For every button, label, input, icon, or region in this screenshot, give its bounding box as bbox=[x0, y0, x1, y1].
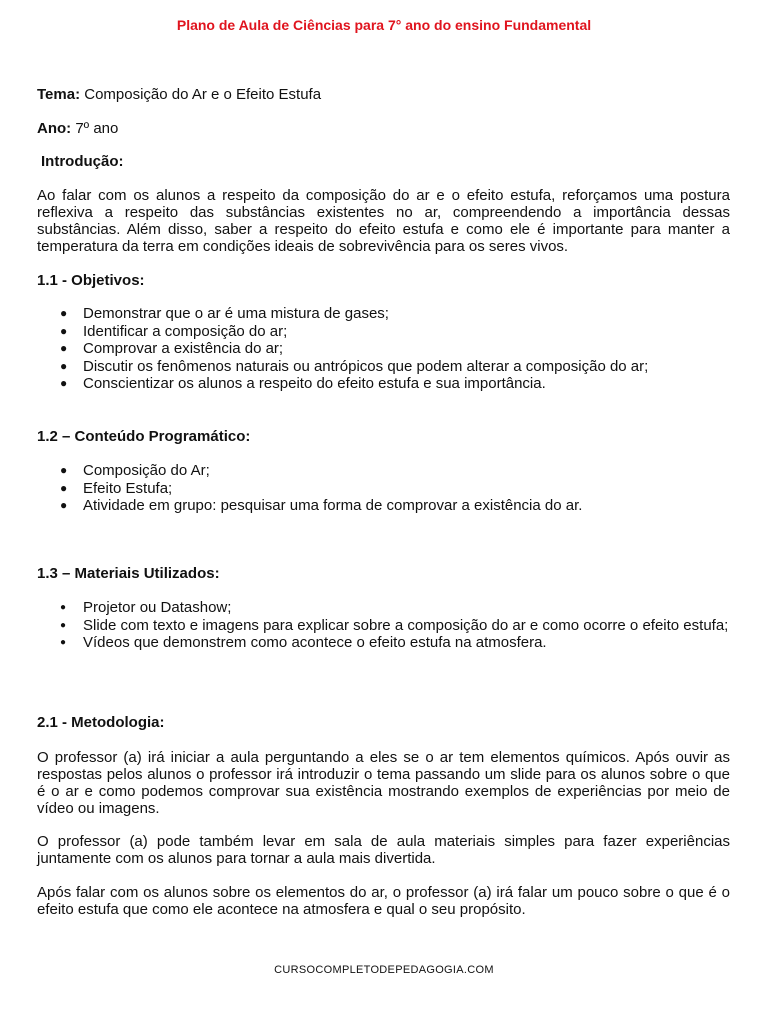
bullet-icon: ● bbox=[60, 619, 67, 631]
footer-site: CURSOCOMPLETODEPEDAGOGIA.COM bbox=[274, 964, 494, 976]
list-item bbox=[0, 599, 730, 617]
introducao-heading: Introdução: bbox=[41, 153, 124, 170]
bullet-icon: ● bbox=[60, 306, 68, 320]
bullet-icon: ● bbox=[60, 358, 68, 373]
list-item bbox=[0, 617, 730, 635]
metodologia-paragraph-2: O professor (a) pode também levar em sala de aula materiais simples para fazer experiências juntamente com os alunos para tornar a aula mais divertida. bbox=[37, 833, 730, 867]
list-item bbox=[0, 462, 730, 480]
list-item-text: Conscientizar os alunos a respeito do efeito estufa e sua importância. bbox=[83, 375, 546, 392]
ano-label: Ano: bbox=[37, 120, 72, 137]
bullet-icon: ● bbox=[60, 602, 67, 613]
list-item-text: Identificar a composição do ar; bbox=[83, 322, 288, 340]
list-item bbox=[0, 634, 730, 652]
list-item bbox=[0, 480, 730, 498]
bullet-icon: ● bbox=[60, 376, 68, 390]
list-item-text: Demonstrar que o ar é uma mistura de gases; bbox=[83, 305, 389, 322]
bullet-icon: ● bbox=[60, 463, 68, 477]
list-item bbox=[0, 375, 730, 393]
materiais-heading: 1.3 – Materiais Utilizados: bbox=[37, 565, 220, 582]
bullet-icon: ● bbox=[60, 323, 68, 338]
tema-value: Composição do Ar e o Efeito Estufa bbox=[84, 86, 322, 103]
list-item-text: Comprovar a existência do ar; bbox=[83, 340, 284, 357]
ano-value: 7º ano bbox=[75, 120, 119, 137]
bullet-icon: ● bbox=[60, 341, 68, 355]
list-item-text: Projetor ou Datashow; bbox=[83, 599, 232, 616]
list-item bbox=[0, 305, 730, 323]
bullet-icon: ● bbox=[60, 480, 68, 495]
list-item-text: Vídeos que demonstrem como acontece o efeito estufa na atmosfera. bbox=[83, 634, 547, 651]
list-item-text: Composição do Ar; bbox=[83, 462, 210, 479]
list-item bbox=[0, 358, 730, 376]
objetivos-heading: 1.1 - Objetivos: bbox=[37, 272, 145, 289]
introducao-paragraph: Ao falar com os alunos a respeito da composição do ar e o efeito estufa, reforçamos uma postura reflexiva a respeito das substâncias existentes no ar, compreendendo a importância dessas substâncias. Além disso, saber a respeito do efeito estufa e como ele é importante para manter a temperatura da terra em condições ideais de sobrevivência para os seres vivos. bbox=[37, 187, 730, 255]
document-title: Plano de Aula de Ciências para 7° ano do ensino Fundamental bbox=[176, 17, 592, 33]
conteudo-heading: 1.2 – Conteúdo Programático: bbox=[37, 428, 251, 445]
list-item-text: Atividade em grupo: pesquisar uma forma de comprovar a existência do ar. bbox=[83, 497, 583, 514]
ano-line bbox=[37, 120, 118, 137]
materiais-list bbox=[0, 599, 768, 652]
metodologia-heading: 2.1 - Metodologia: bbox=[37, 714, 165, 731]
list-item bbox=[0, 323, 730, 341]
list-item bbox=[0, 340, 730, 358]
list-item-text: Discutir os fenômenos naturais ou antrópicos que podem alterar a composição do ar; bbox=[83, 357, 649, 375]
list-item-text: Slide com texto e imagens para explicar sobre a composição do ar e como ocorre o efeito estufa; bbox=[83, 616, 729, 634]
tema-line bbox=[37, 86, 321, 103]
bullet-icon: ● bbox=[60, 498, 68, 512]
bullet-icon: ● bbox=[60, 637, 67, 648]
list-item bbox=[0, 497, 730, 515]
list-item-text: Efeito Estufa; bbox=[83, 479, 173, 497]
conteudo-list bbox=[0, 462, 768, 515]
metodologia-paragraph-1: O professor (a) irá iniciar a aula perguntando a eles se o ar tem elementos químicos. Após ouvir as respostas pelos alunos o professor irá introduzir o tema passando um slide para os alunos sobre o que é o ar e como podemos comprovar sua existência mostrando exemplos de experiências por meio de vídeo ou imagens. bbox=[37, 749, 730, 817]
metodologia-paragraph-3: Após falar com os alunos sobre os elementos do ar, o professor (a) irá falar um pouco sobre o que é o efeito estufa que como ele acontece na atmosfera e qual o seu propósito. bbox=[37, 884, 730, 918]
tema-label: Tema: bbox=[37, 86, 81, 103]
objetivos-list bbox=[0, 305, 768, 393]
